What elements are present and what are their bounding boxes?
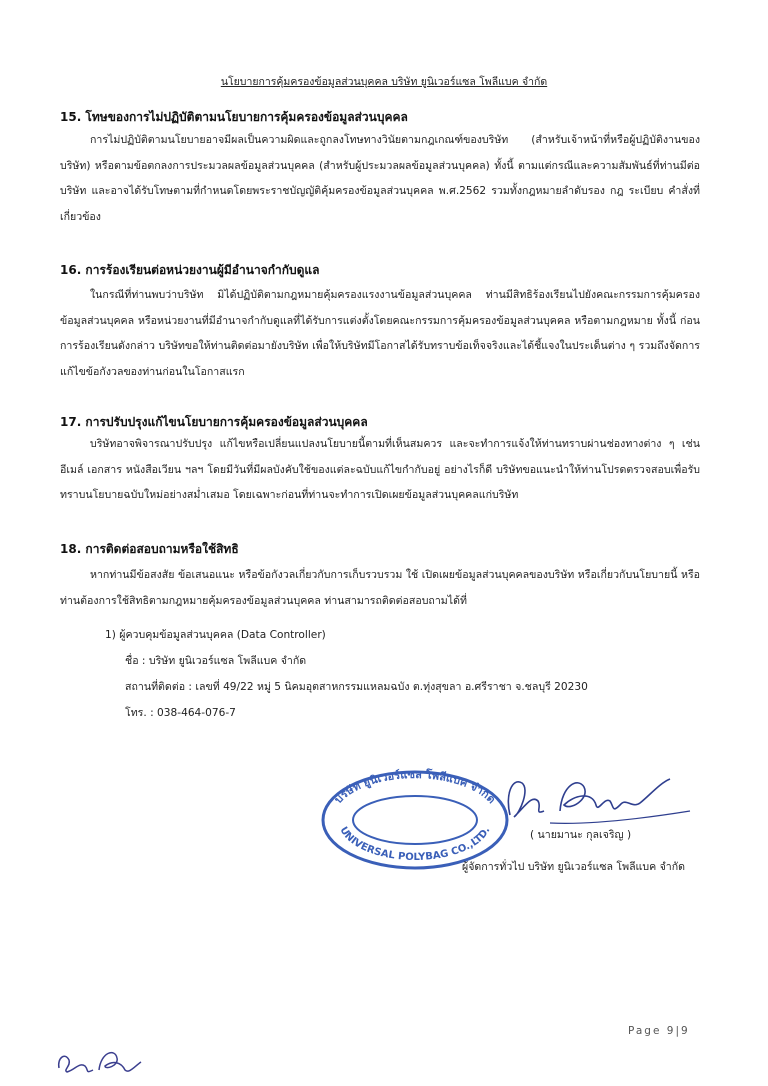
- stamp-bottom-text: UNIVERSAL POLYBAG CO.,LTD.: [337, 825, 493, 864]
- section-15-body: [60, 128, 700, 230]
- section-18-title: 18. การติดต่อสอบถามหรือใช้สิทธิ: [60, 542, 239, 556]
- section-17-body: [60, 432, 700, 509]
- contact-phone: โทร. : 038-464-076-7: [125, 707, 236, 719]
- contact-block: [105, 622, 588, 726]
- page-header: นโยบายการคุ้มครองข้อมูลส่วนบุคคล บริษัท ยูนิเวอร์แซล โพลีแบค จำกัด: [220, 76, 548, 88]
- page-number: Page 9|9: [628, 1025, 690, 1037]
- section-17-text: บริษัทอาจพิจารณาปรับปรุง แก้ไขหรือเปลี่ยนแปลงนโยบายนี้ตามที่เห็นสมควร และจะทำการแจ้งให้ท่านทราบผ่านช่องทางต่าง ๆ เช่น อีเมล์ เอกสาร หนังสือเวียน ฯลฯ โดยมีวันที่มีผลบังคับใช้ของแต่ละฉบับแก้ไขกำกับอยู่ อย่างไรก็ดี บริษัทขอแนะนำให้ท่านโปรดตรวจสอบเพื่อรับทราบนโยบายฉบับใหม่อย่างสม่ำเสมอ โดยเฉพาะก่อนที่ท่านจะทำการเปิดเผยข้อมูลส่วนบุคคลแก่บริษัท: [60, 438, 700, 501]
- section-15-text: การไม่ปฏิบัติตามนโยบายอาจมีผลเป็นความผิดและถูกลงโทษทางวินัยตามกฎเกณฑ์ของบริษัท (สำหรับเจ้าหน้าที่หรือผู้ปฏิบัติงานของบริษัท) หรือตามข้อตกลงการประมวลผลข้อมูลส่วนบุคคล (สำหรับผู้ประมวลผลข้อมูลส่วนบุคคล) ทั้งนี้ ตามแต่กรณีและความสัมพันธ์ที่ท่านมีต่อบริษัท และอาจได้รับโทษตามที่กำหนดโดยพระราชบัญญัติคุ้มครองข้อมูลส่วนบุคคล พ.ศ.2562 รวมทั้งกฎหมายลำดับรอง กฎ ระเบียบ คำสั่งที่เกี่ยวข้อง: [60, 134, 700, 223]
- section-16-text: ในกรณีที่ท่านพบว่าบริษัท มิได้ปฏิบัติตามกฎหมายคุ้มครองแรงงานข้อมูลส่วนบุคคล ท่านมีสิทธิร้องเรียนไปยังคณะกรรมการคุ้มครองข้อมูลส่วนบุคคล หรือหน่วยงานที่มีอำนาจกำกับดูแลที่ได้รับการแต่งตั้งโดยคณะกรรมการคุ้มครองข้อมูลส่วนบุคคล หรือตามกฎหมาย ทั้งนี้ ก่อนการร้องเรียนดังกล่าว บริษัทขอให้ท่านติดต่อมายังบริษัท เพื่อให้บริษัทมีโอกาสได้รับทราบข้อเท็จจริงและได้ชี้แจงในประเด็นต่าง ๆ รวมถึงจัดการแก้ไขข้อกังวลของท่านก่อนในโอกาสแรก: [60, 289, 700, 378]
- section-16-body: [60, 283, 700, 385]
- signatory-title: ผู้จัดการทั่วไป บริษัท ยูนิเวอร์แซล โพลีแบค จำกัด: [462, 861, 686, 873]
- section-17-title: 17. การปรับปรุงแก้ไขนโยบายการคุ้มครองข้อมูลส่วนบุคคล: [60, 415, 368, 429]
- signature-icon: [500, 765, 700, 835]
- section-18-body: [60, 563, 700, 614]
- initials-icon: [55, 1040, 145, 1080]
- contact-address: สถานที่ติดต่อ : เลขที่ 49/22 หมู่ 5 นิคมอุตสาหกรรมแหลมฉบัง ต.ทุ่งสุขลา อ.ศรีราชา จ.ชลบุรี 20230: [125, 681, 588, 693]
- signatory-name: ( นายมานะ กุลเจริญ ): [530, 829, 632, 841]
- company-stamp: [315, 760, 515, 870]
- contact-name: ชื่อ : บริษัท ยูนิเวอร์แซล โพลีแบค จำกัด: [125, 655, 307, 667]
- section-16-title: 16. การร้องเรียนต่อหน่วยงานผู้มีอำนาจกำกับดูแล: [60, 263, 320, 277]
- section-15-title: 15. โทษของการไม่ปฏิบัติตามนโยบายการคุ้มครองข้อมูลส่วนบุคคล: [60, 110, 408, 124]
- stamp-top-text: บริษัท ยูนิเวอร์แซล โพลีแบค จำกัด: [331, 767, 499, 807]
- contact-item: 1) ผู้ควบคุมข้อมูลส่วนบุคคล (Data Controller): [105, 629, 326, 641]
- section-18-text: หากท่านมีข้อสงสัย ข้อเสนอแนะ หรือข้อกังวลเกี่ยวกับการเก็บรวบรวม ใช้ เปิดเผยข้อมูลส่วนบุคคลของบริษัท หรือเกี่ยวกับนโยบายนี้ หรือท่านต้องการใช้สิทธิตามกฎหมายคุ้มครองข้อมูลส่วนบุคคล ท่านสามารถติดต่อสอบถามได้ที่: [60, 569, 700, 607]
